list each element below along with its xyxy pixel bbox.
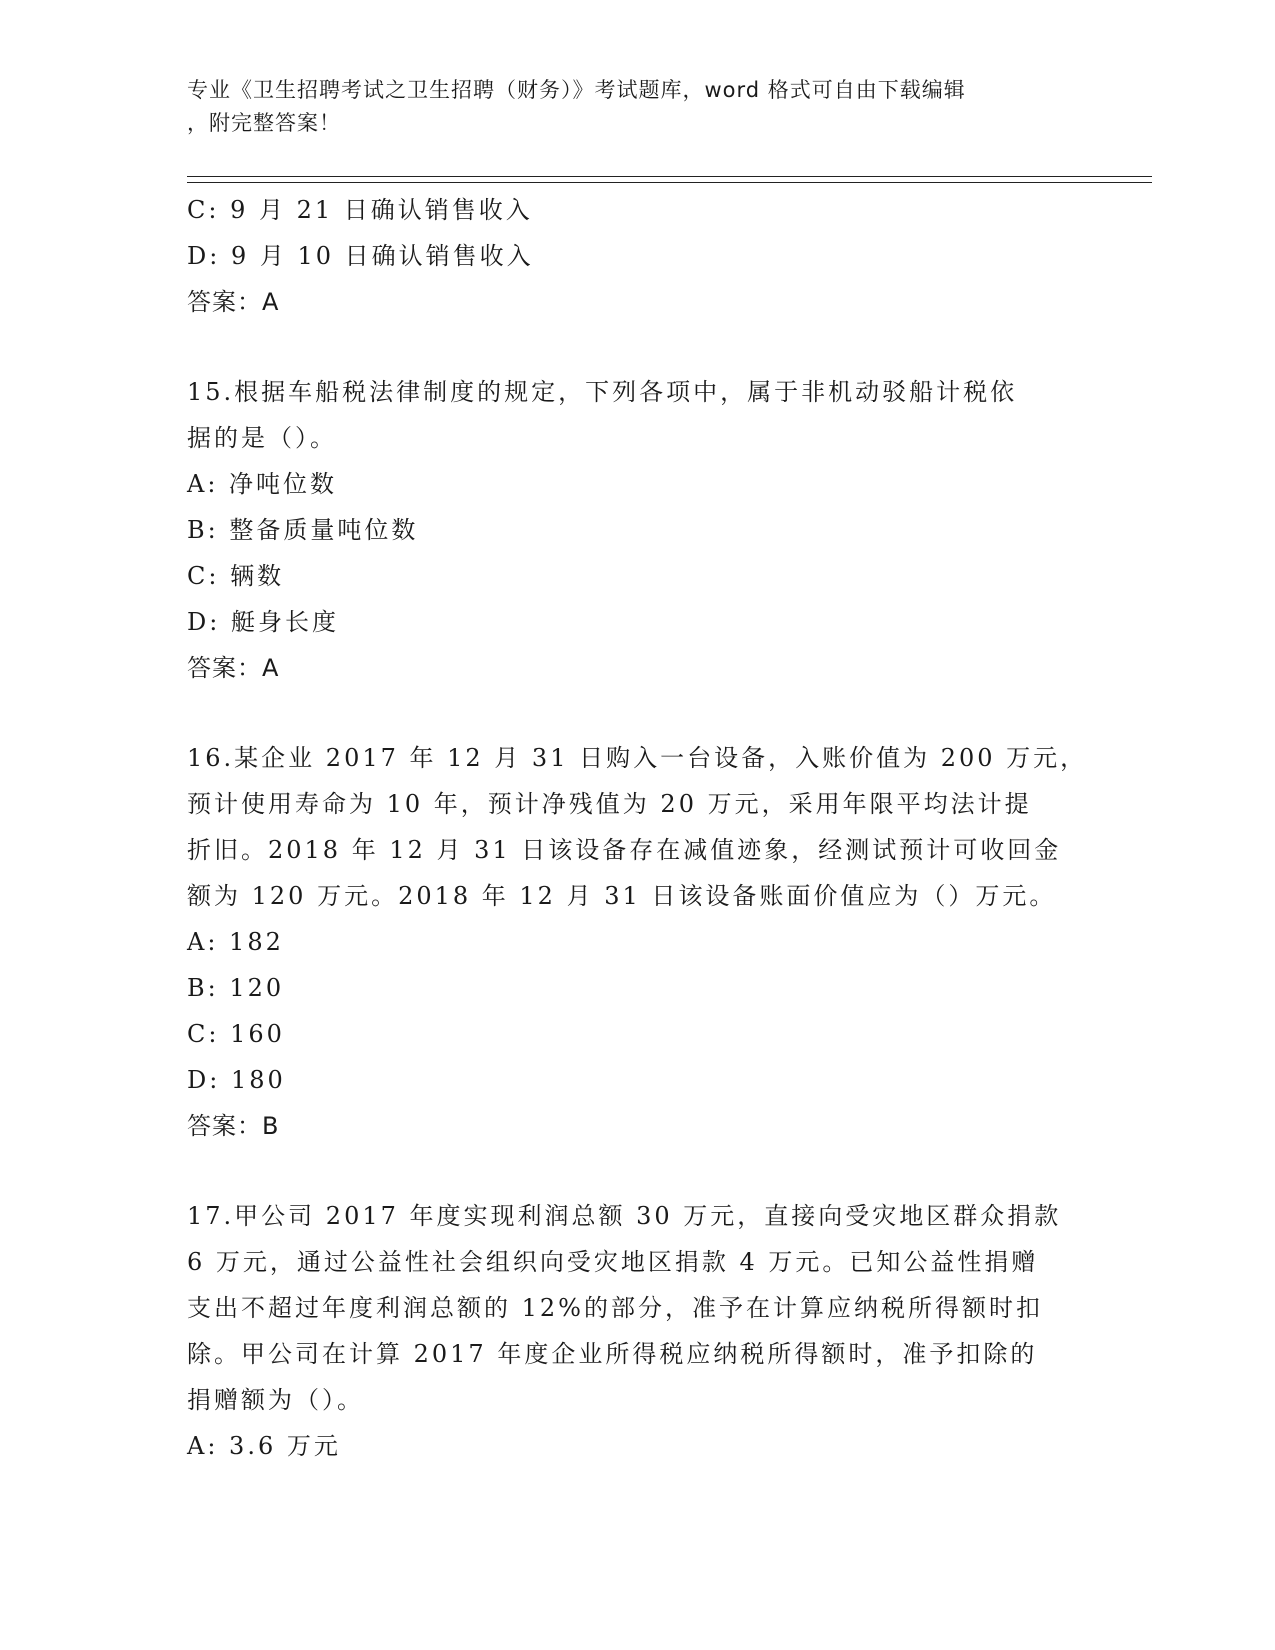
option-d: D: 艇身长度 [187, 608, 339, 636]
previous-question-tail [187, 187, 1087, 325]
question-text: 除。甲公司在计算 2017 年度企业所得税应纳税所得额时，准予扣除的 [187, 1340, 1038, 1368]
question-15 [187, 369, 1087, 691]
question-text: 折旧。2018 年 12 月 31 日该设备存在减值迹象，经测试预计可收回金 [187, 836, 1062, 864]
question-text: 预计使用寿命为 10 年，预计净残值为 20 万元，采用年限平均法计提 [187, 790, 1032, 818]
option-c: C: 辆数 [187, 562, 285, 590]
header-title-line-1: 专业《卫生招聘考试之卫生招聘（财务）》考试题库，word 格式可自由下载编辑 [187, 78, 966, 102]
question-text: 15.根据车船税法律制度的规定，下列各项中，属于非机动驳船计税依 [187, 378, 1018, 406]
question-text: 捐赠额为（）。 [187, 1386, 364, 1414]
option-c: C: 9 月 21 日确认销售收入 [187, 196, 533, 224]
option-c: C: 160 [187, 1020, 285, 1048]
answer-line: 答案：A [187, 288, 280, 316]
option-d: D: 180 [187, 1066, 286, 1094]
question-content [187, 187, 1087, 1469]
option-a: A: 净吨位数 [187, 470, 338, 498]
question-text: 支出不超过年度利润总额的 12%的部分，准予在计算应纳税所得额时扣 [187, 1294, 1043, 1322]
question-17 [187, 1193, 1087, 1469]
header-divider-top [187, 176, 1152, 177]
header-divider-bottom [187, 182, 1152, 183]
option-a: A: 182 [187, 928, 284, 956]
question-text: 额为 120 万元。2018 年 12 月 31 日该设备账面价值应为（）万元。 [187, 882, 1057, 910]
option-d: D: 9 月 10 日确认销售收入 [187, 242, 534, 270]
option-a: A: 3.6 万元 [187, 1432, 341, 1460]
option-b: B: 120 [187, 974, 285, 1002]
question-16 [187, 735, 1087, 1149]
question-text: 17.甲公司 2017 年度实现利润总额 30 万元，直接向受灾地区群众捐款 [187, 1202, 1062, 1230]
answer-line: 答案：B [187, 1112, 280, 1140]
question-text: 16.某企业 2017 年 12 月 31 日购入一台设备，入账价值为 200 万元， [187, 744, 1088, 772]
option-b: B: 整备质量吨位数 [187, 516, 419, 544]
question-text: 6 万元，通过公益性社会组织向受灾地区捐款 4 万元。已知公益性捐赠 [187, 1248, 1039, 1276]
header-title-line-2: ，附完整答案！ [187, 111, 341, 135]
document-header [187, 74, 1087, 140]
answer-line: 答案：A [187, 654, 280, 682]
question-text: 据的是（）。 [187, 424, 337, 452]
